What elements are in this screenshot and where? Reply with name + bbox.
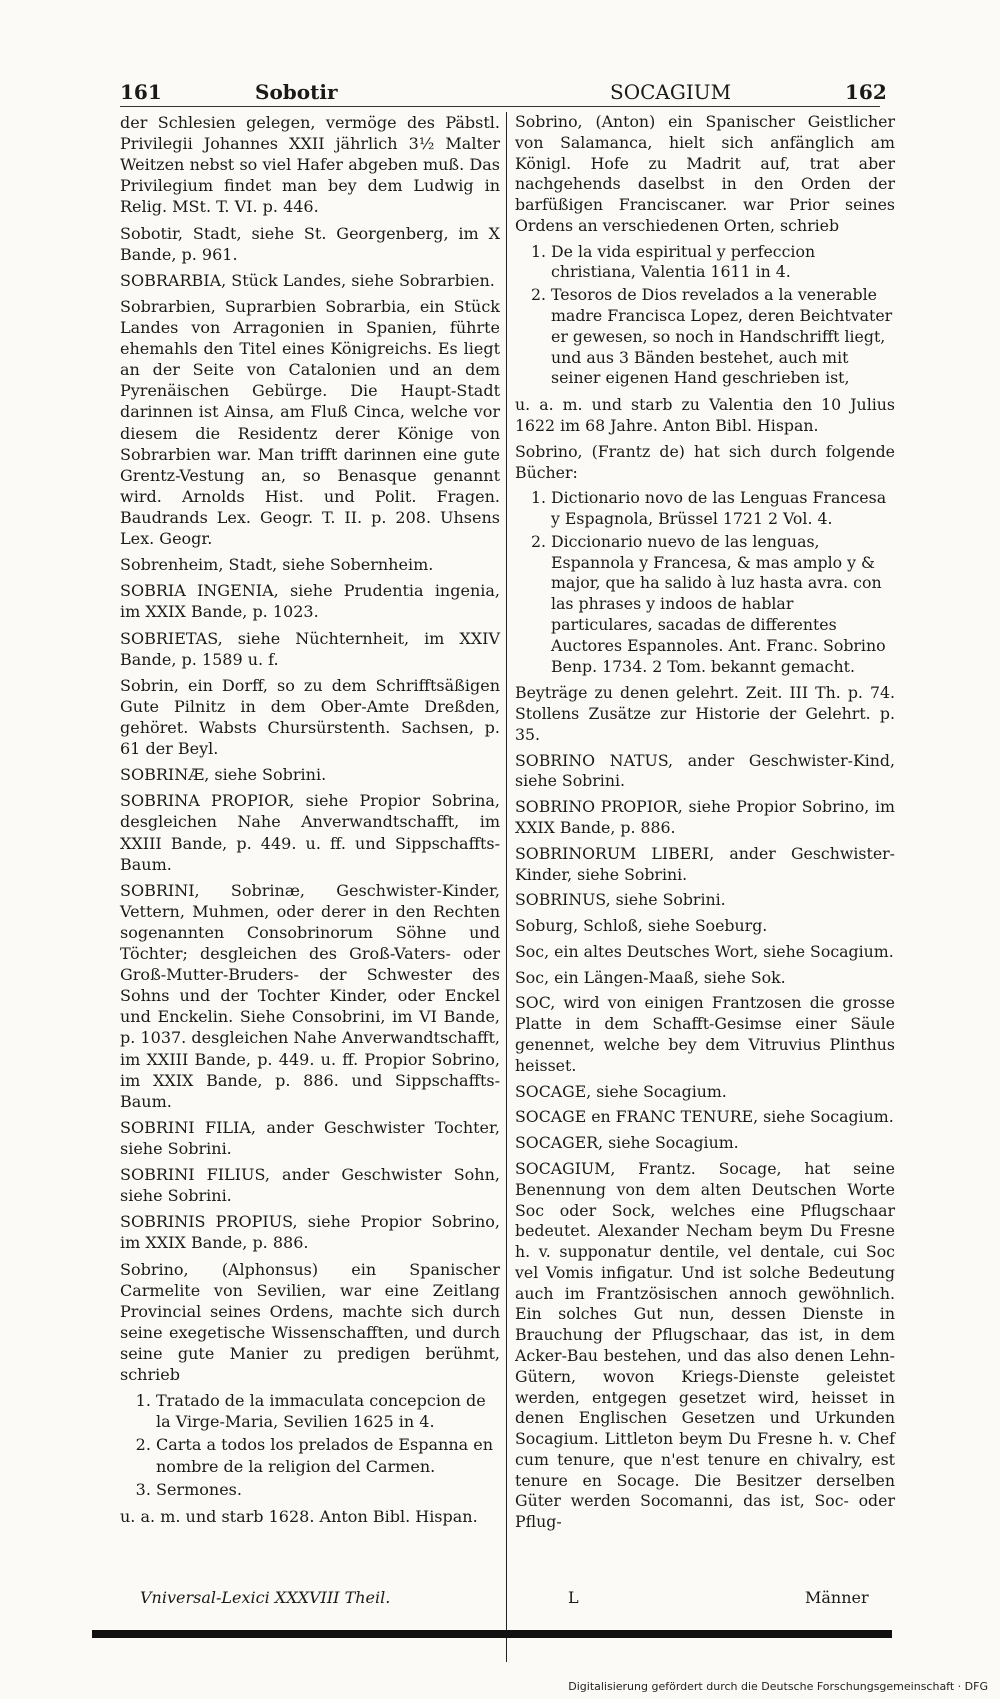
works-list xyxy=(515,242,895,389)
entry: SOCAGE, siehe Socagium. xyxy=(515,1081,727,1101)
entry: Sobotir, Stadt, siehe St. Georgenberg, im X Bande, p. 961. xyxy=(120,223,500,264)
page-number-left: 161 xyxy=(120,80,162,104)
entry: SOBRIETAS, siehe Nüchternheit, im XXIV Bande, p. 1589 u. f. xyxy=(120,628,500,669)
entry: SOCAGIUM, Frantz. Socage, hat seine Benennung von dem alten Deutschen Worte Soc oder Sock, welches eine Pflugschaar bedeutet. Alexander Necham beym Du Fresne h. v. supponatur dentile, vel dentale, cui Soc vel Vomis infigatur. Und ist solche Bedeutung auch im Frantzösischen annoch gewöhnlich. Ein solches Gut nun, dessen Dienste in Brauchung der Pflugschaar, das ist, in dem Acker-Bau bestehen, und das also denen Lehn-Gütern, wovon Kriegs-Dienste geleistet werden, entgegen gesetzet wird, heisset in denen Englischen Gesetzen und Urkunden Socagium. Littleton beym Du Fresne h. v. Chef cum tenure, que n'est tenure en chivalry, est tenure en Socage. Die Besitzer derselben Güter werden Socomanni, das ist, Soc- oder Pflug- xyxy=(515,1158,895,1532)
entry: der Schlesien gelegen, vermöge des Päbstl. Privilegii Johannes XXII jährlich 3½ Malter Weitzen nebst so viel Hafer abgeben muß. Das Privilegium findet man bey dem Ludwig in Relig. MSt. T. VI. p. 446. xyxy=(120,113,500,217)
entry-close: u. a. m. und starb 1628. Anton Bibl. Hispan. xyxy=(120,1506,478,1526)
entry: SOCAGE en FRANC TENURE, siehe Socagium. xyxy=(515,1107,894,1127)
running-head-left: Sobotir xyxy=(255,80,338,104)
list-item: 1. Dictionario novo de las Lenguas Francesa y Espagnola, Brüssel 1721 2 Vol. 4. xyxy=(551,488,895,530)
volume-footer: Vniversal-Lexici XXXVIII Theil. xyxy=(140,1588,391,1607)
entry: Sobrarbien, Suprarbien Sobrarbia, ein Stück Landes von Arragonien in Spanien, führte ehemahls den Titel eines Königreichs. Es liegt an der Seite von Catalonien und an dem Pyrenäischen Gebürge. Die Haupt-Stadt darinnen ist Ainsa, am Fluß Cinca, welche vor diesem die Residentz derer Könige von Sobrarbien war. Man trifft darinnen eine gute Grentz-Vestung an, so Benasque genannt wird. Arnolds Hist. und Polit. Fragen. Baudrands Lex. Geogr. T. II. p. 208. Uhsens Lex. Geogr. xyxy=(120,296,500,549)
entry: Sobrin, ein Dorff, so zu dem Schrifftsäßigen Gute Pilnitz in dem Ober-Amte Dreßden, gehöret. Wabsts Chursürstenth. Sachsen, p. 61 der Beyl. xyxy=(120,675,500,759)
list-item: 1. Tratado de la immaculata concepcion de la Virge-Maria, Sevilien 1625 in 4. xyxy=(156,1390,500,1432)
scan-bar xyxy=(92,1630,892,1638)
entry: Sobrino, (Alphonsus) ein Spanischer Carmelite von Sevilien, war eine Zeitlang Provincial seines Ordens, machte sich durch seine exegetische Wissenschafften, und durch seine gute Manier zu predigen berühmt, schrieb xyxy=(120,1259,500,1385)
page-number-right: 162 xyxy=(845,80,887,104)
entry: SOBRINI, Sobrinæ, Geschwister-Kinder, Vettern, Muhmen, oder derer in den Rechten sogenannten Consobrinorum Söhne und Töchter; desgleichen des Groß-Vaters- oder Groß-Mutter-Bruders- der Schwester des Sohns und der Tochter Kinder, oder Enckel und Enckelin. Siehe Consobrini, im VI Bande, p. 1037. desgleichen Nahe Anverwandtschafft, im XXIII Bande, p. 449. u. ff. Propior Sobrino, im XXIX Bande, p. 886. und Sippschaffts-Baum. xyxy=(120,880,500,1111)
entry: SOBRINI FILIUS, ander Geschwister Sohn, siehe Sobrini. xyxy=(120,1165,500,1206)
entry: Sobrenheim, Stadt, siehe Sobernheim. xyxy=(120,555,434,575)
entry: SOBRINORUM LIBERI, ander Geschwister-Kinder, siehe Sobrini. xyxy=(515,843,895,884)
list-item: 3. Sermones. xyxy=(156,1479,500,1500)
entry: SOBRINUS, siehe Sobrini. xyxy=(515,890,726,910)
header-rule xyxy=(120,106,880,107)
entry: SOCAGER, siehe Socagium. xyxy=(515,1133,739,1153)
left-column xyxy=(120,112,500,1532)
list-item: 2. Diccionario nuevo de las lenguas, Espannola y Francesa, & mas amplo y & major, que ha salido à luz hasta avra. con las phrases y indoos de hablar particulares, sacadas de differentes Auctores Espannoles. Ant. Franc. Sobrino Benp. 1734. 2 Tom. bekannt gemacht. xyxy=(551,532,895,677)
entry: SOBRARBIA, Stück Landes, siehe Sobrarbien. xyxy=(120,270,495,290)
right-column xyxy=(515,112,895,1538)
entry: Sobrino, (Frantz de) hat sich durch folgende Bücher: xyxy=(515,441,895,482)
entry: SOBRINO PROPIOR, siehe Propior Sobrino, im XXIX Bande, p. 886. xyxy=(515,797,895,837)
list-item: 2. Tesoros de Dios revelados a la venerable madre Francisca Lopez, deren Beichtvater er gewesen, so noch in Handschrifft liegt, und aus 3 Bänden bestehet, auch mit seiner eigenen Hand geschrieben ist, xyxy=(551,285,895,389)
entry: Sobrino, (Anton) ein Spanischer Geistlicher von Salamanca, hielt sich anfänglich am Königl. Hofe zu Madrit auf, trat aber nachgehends daselbst in den Orden der barfüßigen Franciscaner. war Prior seines Ordens an verschiedenen Orten, schrieb xyxy=(515,112,895,235)
entry: SOBRINO NATUS, ander Geschwister-Kind, siehe Sobrini. xyxy=(515,750,895,791)
entry: Soburg, Schloß, siehe Soeburg. xyxy=(515,916,768,936)
list-item: 2. Carta a todos los prelados de Espanna en nombre de la religion del Carmen. xyxy=(156,1434,500,1476)
entry: SOC, wird von einigen Frantzosen die grosse Platte in dem Schafft-Gesimse einer Säule genennet, welche bey dem Vitruvius Plinthus heisset. xyxy=(515,993,895,1075)
entry: Soc, ein altes Deutsches Wort, siehe Socagium. xyxy=(515,941,894,961)
entry: Beyträge zu denen gelehrt. Zeit. III Th. p. 74. Stollens Zusätze zur Historie der Gelehrt. p. 35. xyxy=(515,683,895,744)
catchword: Männer xyxy=(805,1588,869,1607)
works-list xyxy=(515,488,895,677)
column-divider xyxy=(506,112,507,1662)
entry: SOBRINIS PROPIUS, siehe Propior Sobrino, im XXIX Bande, p. 886. xyxy=(120,1212,500,1253)
entry: SOBRINÆ, siehe Sobrini. xyxy=(120,765,327,785)
running-head-right: SOCAGIUM xyxy=(610,80,732,104)
list-item: 1. De la vida espiritual y perfeccion christiana, Valentia 1611 in 4. xyxy=(551,242,895,284)
entry: SOBRIA INGENIA, siehe Prudentia ingenia, im XXIX Bande, p. 1023. xyxy=(120,581,500,622)
entry: u. a. m. und starb zu Valentia den 10 Julius 1622 im 68 Jahre. Anton Bibl. Hispan. xyxy=(515,395,895,435)
works-list xyxy=(120,1390,500,1500)
entry: Soc, ein Längen-Maaß, siehe Sok. xyxy=(515,967,786,987)
entry: SOBRINI FILIA, ander Geschwister Tochter, siehe Sobrini. xyxy=(120,1117,500,1159)
entry: SOBRINA PROPIOR, siehe Propior Sobrina, desgleichen Nahe Anverwandtschafft, im XXIII Bande, p. 449. u. ff. und Sippschaffts-Baum. xyxy=(120,791,500,874)
signature-mark: L xyxy=(568,1588,579,1607)
digitization-credit: Digitalisierung gefördert durch die Deutsche Forschungsgemeinschaft · DFG xyxy=(568,1680,988,1693)
